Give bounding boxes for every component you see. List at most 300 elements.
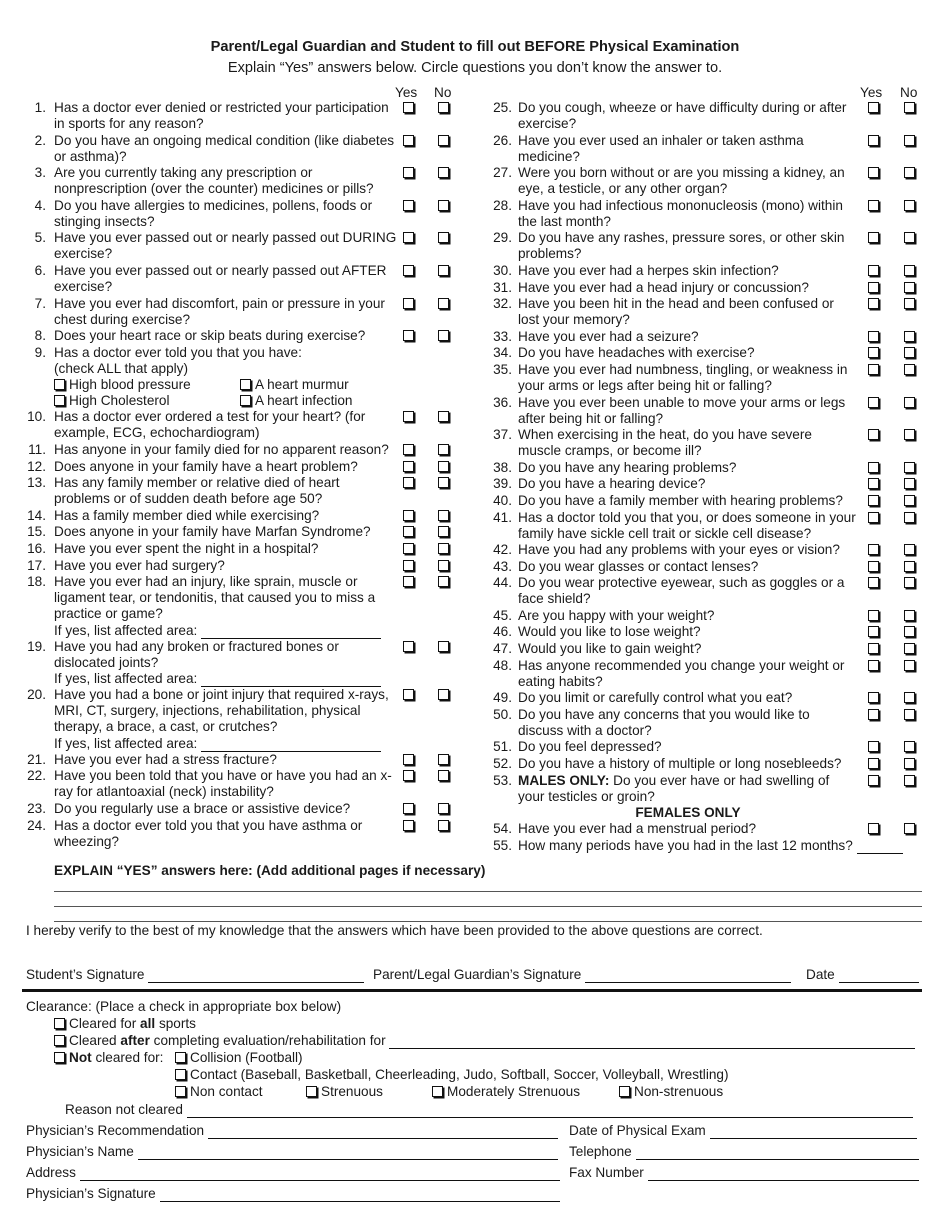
- no-checkbox[interactable]: [904, 282, 915, 293]
- question-text: [54, 475, 399, 507]
- yes-checkbox[interactable]: [868, 265, 879, 276]
- question-item: [486, 542, 926, 558]
- yes-checkbox[interactable]: [868, 135, 879, 146]
- question-number: 41.: [493, 509, 512, 525]
- yes-checkbox[interactable]: [868, 758, 879, 769]
- physician-signature-line[interactable]: [160, 1190, 560, 1202]
- question-label: Have you had any problems with your eyes or vision?: [518, 542, 840, 558]
- collision-text: Collision (Football): [190, 1050, 303, 1065]
- question-text: [54, 508, 399, 524]
- question-label: Have you ever had a herpes skin infection?: [518, 262, 779, 278]
- question-item: [22, 508, 462, 524]
- yes-checkbox[interactable]: [868, 610, 879, 621]
- no-checkbox[interactable]: [904, 626, 915, 637]
- yes-header: Yes: [860, 85, 883, 100]
- no-checkbox[interactable]: [438, 135, 449, 146]
- no-checkbox[interactable]: [438, 689, 449, 700]
- question-number: 10.: [27, 409, 46, 425]
- yes-checkbox[interactable]: [868, 298, 879, 309]
- all-text: all: [140, 1016, 156, 1031]
- question-label: Have you ever passed out or nearly passed out DURING exercise?: [54, 230, 397, 262]
- strenuous-text: Strenuous: [321, 1084, 383, 1099]
- checkbox[interactable]: [175, 1069, 186, 1080]
- yes-no-header: [486, 85, 926, 100]
- yes-checkbox[interactable]: [868, 692, 879, 703]
- no-checkbox[interactable]: [438, 560, 449, 571]
- date-exam-line[interactable]: [710, 1127, 917, 1139]
- question-number: 13.: [27, 475, 46, 491]
- question-item: [486, 100, 926, 132]
- yes-checkbox[interactable]: [868, 331, 879, 342]
- question-label: Has any family member or relative died of heart problems or of sudden death before age 50?: [54, 475, 340, 507]
- question-text: [54, 558, 399, 574]
- question-item: [22, 818, 462, 850]
- question-number: 23.: [27, 801, 46, 817]
- checkbox[interactable]: [619, 1086, 630, 1097]
- yes-checkbox[interactable]: [403, 803, 414, 814]
- no-checkbox[interactable]: [438, 477, 449, 488]
- question-label: Has anyone in your family died for no apparent reason?: [54, 441, 389, 457]
- explain-line-2[interactable]: [54, 906, 922, 907]
- question-number: 5.: [34, 230, 46, 246]
- question-item: [22, 574, 462, 622]
- question-item: [486, 230, 926, 262]
- no-checkbox[interactable]: [438, 770, 449, 781]
- yes-checkbox[interactable]: [868, 775, 879, 786]
- checkbox[interactable]: [175, 1086, 186, 1097]
- question-item: [22, 328, 462, 344]
- no-checkbox[interactable]: [904, 775, 915, 786]
- question-text: [54, 801, 399, 817]
- student-signature-line[interactable]: [148, 971, 364, 983]
- affected-area-line[interactable]: [201, 675, 381, 687]
- checkbox[interactable]: [175, 1052, 186, 1063]
- questions-right-column: [486, 85, 926, 854]
- no-checkbox[interactable]: [904, 577, 915, 588]
- no-checkbox[interactable]: [904, 331, 915, 342]
- no-checkbox[interactable]: [904, 643, 915, 654]
- question-item: [486, 476, 926, 492]
- yes-checkbox[interactable]: [868, 478, 879, 489]
- no-checkbox[interactable]: [904, 462, 915, 473]
- females-only-heading: FEMALES ONLY: [635, 805, 741, 821]
- moderately-strenuous-option: [432, 1084, 580, 1100]
- question-number: 20.: [27, 687, 46, 703]
- question-text: [518, 608, 858, 624]
- question-number: 26.: [493, 132, 512, 148]
- no-checkbox[interactable]: [438, 526, 449, 537]
- question-number: 49.: [493, 690, 512, 706]
- checkbox[interactable]: [54, 1052, 65, 1063]
- no-checkbox[interactable]: [438, 461, 449, 472]
- affected-area-field: [54, 671, 462, 687]
- no-checkbox[interactable]: [904, 478, 915, 489]
- explain-line-3[interactable]: [54, 921, 922, 922]
- question-label: Do you have any rashes, pressure sores, or other skin problems?: [518, 230, 845, 262]
- no-checkbox[interactable]: [438, 265, 449, 276]
- yes-checkbox[interactable]: [868, 200, 879, 211]
- yes-checkbox[interactable]: [403, 770, 414, 781]
- yes-checkbox[interactable]: [868, 823, 879, 834]
- yes-checkbox[interactable]: [868, 495, 879, 506]
- physician-name-line[interactable]: [138, 1148, 558, 1160]
- period-count-line[interactable]: [857, 842, 903, 854]
- yes-checkbox[interactable]: [868, 167, 879, 178]
- no-checkbox[interactable]: [438, 330, 449, 341]
- question-item: [486, 707, 926, 739]
- condition-option: [240, 393, 390, 409]
- question-number: 3.: [34, 165, 46, 181]
- question-number: 55.: [493, 837, 512, 853]
- telephone-label: Telephone: [569, 1144, 632, 1159]
- no-checkbox[interactable]: [904, 298, 915, 309]
- question-text: [518, 263, 858, 279]
- no-checkbox[interactable]: [904, 741, 915, 752]
- question-number: 45.: [493, 607, 512, 623]
- question-item: [22, 475, 462, 507]
- no-checkbox[interactable]: [438, 444, 449, 455]
- reason-not-cleared-field: [65, 1102, 922, 1118]
- affected-area-label: If yes, list affected area:: [54, 622, 198, 638]
- yes-checkbox[interactable]: [868, 102, 879, 113]
- no-checkbox[interactable]: [904, 610, 915, 621]
- question-item: [486, 559, 926, 575]
- yes-checkbox[interactable]: [403, 232, 414, 243]
- no-checkbox[interactable]: [438, 803, 449, 814]
- question-label: Do you cough, wheeze or have difficulty during or after exercise?: [518, 100, 847, 131]
- question-bold-prefix: MALES ONLY:: [518, 772, 610, 788]
- question-label: Do you limit or carefully control what you eat?: [518, 690, 793, 706]
- question-item: [486, 133, 926, 165]
- question-text: [54, 524, 399, 540]
- yes-checkbox[interactable]: [868, 577, 879, 588]
- yes-checkbox[interactable]: [403, 754, 414, 765]
- question-text: [54, 574, 399, 622]
- question-item: [486, 641, 926, 657]
- yes-checkbox[interactable]: [868, 544, 879, 555]
- question-item: [486, 280, 926, 296]
- no-checkbox[interactable]: [438, 510, 449, 521]
- no-checkbox[interactable]: [904, 660, 915, 671]
- question-text: [518, 575, 858, 607]
- yes-checkbox[interactable]: [403, 135, 414, 146]
- no-checkbox[interactable]: [438, 576, 449, 587]
- yes-checkbox[interactable]: [403, 167, 414, 178]
- yes-checkbox[interactable]: [868, 232, 879, 243]
- question-text: [518, 690, 858, 706]
- question-item: [22, 345, 462, 361]
- address-label: Address: [26, 1165, 76, 1180]
- yes-checkbox[interactable]: [403, 820, 414, 831]
- form-subtitle: Explain “Yes” answers below. Circle questions you don’t know the answer to.: [227, 60, 723, 76]
- affected-area-label: If yes, list affected area:: [54, 735, 198, 751]
- parent-signature-line[interactable]: [585, 971, 791, 983]
- yes-header: Yes: [395, 85, 418, 100]
- yes-checkbox[interactable]: [868, 709, 879, 720]
- affected-area-line[interactable]: [201, 627, 381, 639]
- question-label: Have you had a bone or joint injury that required x-rays, MRI, CT, surgery, injections, rehabilitation, physical therapy, a brace, a cast, or crutches?: [54, 687, 389, 735]
- question-item: [486, 624, 926, 640]
- question-item: [22, 768, 462, 800]
- question-text: [518, 739, 858, 755]
- question-label: Do you have a family member with hearing problems?: [518, 492, 843, 508]
- no-checkbox[interactable]: [904, 692, 915, 703]
- question-text: [518, 362, 858, 394]
- question-text: [54, 263, 399, 295]
- no-checkbox[interactable]: [438, 411, 449, 422]
- question-number: 24.: [27, 817, 46, 833]
- checkbox[interactable]: [54, 379, 65, 390]
- question-label: Have you ever had discomfort, pain or pressure in your chest during exercise?: [54, 295, 385, 327]
- no-checkbox[interactable]: [904, 167, 915, 178]
- question-text: [518, 510, 858, 542]
- yes-checkbox[interactable]: [868, 660, 879, 671]
- question-text: [518, 821, 858, 837]
- checkbox[interactable]: [306, 1086, 317, 1097]
- no-checkbox[interactable]: [904, 347, 915, 358]
- verification-statement: I hereby verify to the best of my knowledge that the answers which have been provided to the above questions are correct.: [26, 923, 763, 938]
- no-checkbox[interactable]: [438, 754, 449, 765]
- question-number: 15.: [27, 524, 46, 540]
- question-item: [22, 263, 462, 295]
- question-item: [486, 263, 926, 279]
- no-checkbox[interactable]: [438, 102, 449, 113]
- question-label: Has a doctor ever told you that you have:: [54, 344, 302, 360]
- contact-option: [175, 1067, 729, 1083]
- question-label: Do you have allergies to medicines, pollens, foods or stinging insects?: [54, 197, 373, 229]
- question-label: Have you ever had a seizure?: [518, 328, 699, 344]
- yes-checkbox[interactable]: [868, 364, 879, 375]
- question-text: [518, 230, 858, 262]
- question-text: [518, 345, 858, 361]
- question-item: [22, 524, 462, 540]
- explain-line-1[interactable]: [54, 891, 922, 892]
- no-checkbox[interactable]: [438, 232, 449, 243]
- question-text: [518, 756, 858, 772]
- yes-checkbox[interactable]: [403, 526, 414, 537]
- question-item: [486, 773, 926, 805]
- question-number: 30.: [493, 262, 512, 278]
- question-text: [54, 328, 399, 344]
- yes-checkbox[interactable]: [868, 462, 879, 473]
- question-label: Have you ever had a head injury or concussion?: [518, 279, 809, 295]
- question-number: 33.: [493, 328, 512, 344]
- address-line[interactable]: [80, 1169, 560, 1181]
- date-line[interactable]: [839, 971, 919, 983]
- question-label: Does your heart race or skip beats during exercise?: [54, 328, 366, 344]
- question-text: [518, 165, 858, 197]
- yes-checkbox[interactable]: [868, 397, 879, 408]
- no-checkbox[interactable]: [904, 364, 915, 375]
- yes-checkbox[interactable]: [403, 330, 414, 341]
- no-checkbox[interactable]: [438, 167, 449, 178]
- after-line[interactable]: [389, 1037, 915, 1049]
- checkbox[interactable]: [54, 395, 65, 406]
- no-checkbox[interactable]: [904, 495, 915, 506]
- question-number: 40.: [493, 492, 512, 508]
- yes-checkbox[interactable]: [403, 102, 414, 113]
- no-checkbox[interactable]: [438, 641, 449, 652]
- question-label: Do you have any concerns that you would like to discuss with a doctor?: [518, 706, 810, 738]
- after-text: after: [120, 1033, 150, 1048]
- checkbox[interactable]: [54, 1035, 65, 1046]
- yes-checkbox[interactable]: [403, 411, 414, 422]
- question-text: [518, 658, 858, 690]
- question-text: [518, 624, 858, 640]
- question-number: 52.: [493, 756, 512, 772]
- affected-area-line[interactable]: [201, 740, 381, 752]
- question-item: [486, 165, 926, 197]
- telephone-line[interactable]: [636, 1148, 919, 1160]
- question-label: Has anyone recommended you change your weight or eating habits?: [518, 657, 845, 689]
- no-checkbox[interactable]: [904, 512, 915, 523]
- recommendation-line[interactable]: [208, 1127, 558, 1139]
- question-label: Have you ever spent the night in a hospital?: [54, 540, 319, 556]
- no-checkbox[interactable]: [438, 200, 449, 211]
- question-item: [22, 752, 462, 768]
- yes-checkbox[interactable]: [868, 347, 879, 358]
- question-number: 17.: [27, 557, 46, 573]
- yes-checkbox[interactable]: [403, 461, 414, 472]
- no-checkbox[interactable]: [904, 561, 915, 572]
- yes-checkbox[interactable]: [868, 643, 879, 654]
- question-text: [54, 541, 399, 557]
- question-item: [22, 558, 462, 574]
- question-item: [22, 639, 462, 671]
- yes-no-header: [22, 85, 462, 100]
- yes-checkbox[interactable]: [403, 444, 414, 455]
- yes-checkbox[interactable]: [868, 512, 879, 523]
- no-checkbox[interactable]: [904, 758, 915, 769]
- yes-checkbox[interactable]: [868, 741, 879, 752]
- sports-text: sports: [158, 1016, 196, 1031]
- question-text: [54, 133, 399, 165]
- question-number: 8.: [34, 328, 46, 344]
- question-label: Has a doctor ever told you that you have asthma or wheezing?: [54, 817, 363, 849]
- question-item: [486, 198, 926, 230]
- yes-checkbox[interactable]: [403, 560, 414, 571]
- yes-checkbox[interactable]: [403, 510, 414, 521]
- yes-checkbox[interactable]: [868, 282, 879, 293]
- question-label: Do you ever have or had swelling of your testicles or groin?: [518, 772, 830, 804]
- after-rest-text: completing evaluation/rehabilitation for: [153, 1033, 386, 1048]
- not-cleared-option: [54, 1050, 163, 1066]
- collision-option: [175, 1050, 303, 1066]
- fax-line[interactable]: [648, 1169, 919, 1181]
- question-label: Have you ever used an inhaler or taken asthma medicine?: [518, 132, 804, 164]
- yes-checkbox[interactable]: [403, 641, 414, 652]
- yes-checkbox[interactable]: [403, 298, 414, 309]
- question-text: [54, 345, 399, 361]
- no-checkbox[interactable]: [904, 823, 915, 834]
- no-checkbox[interactable]: [438, 820, 449, 831]
- no-checkbox[interactable]: [438, 298, 449, 309]
- no-checkbox[interactable]: [904, 397, 915, 408]
- parent-signature-label: Parent/Legal Guardian’s Signature: [373, 967, 582, 982]
- yes-checkbox[interactable]: [403, 543, 414, 554]
- yes-checkbox[interactable]: [403, 576, 414, 587]
- yes-checkbox[interactable]: [868, 626, 879, 637]
- yes-checkbox[interactable]: [868, 429, 879, 440]
- question-number: 4.: [34, 197, 46, 213]
- no-checkbox[interactable]: [904, 232, 915, 243]
- no-checkbox[interactable]: [904, 429, 915, 440]
- question-number: 16.: [27, 540, 46, 556]
- question-item: [486, 460, 926, 476]
- question-label: How many periods have you had in the last 12 months?: [518, 837, 853, 853]
- question-number: 34.: [493, 345, 512, 361]
- checkbox[interactable]: [432, 1086, 443, 1097]
- no-checkbox[interactable]: [904, 265, 915, 276]
- fax-label: Fax Number: [569, 1165, 644, 1180]
- question-number: 1.: [34, 100, 46, 115]
- affected-area-field: [54, 623, 462, 639]
- condition-option: [54, 393, 240, 409]
- question-number: 42.: [493, 542, 512, 558]
- question-label: Has a doctor told you that you, or does someone in your family have sickle cell trait or sickle cell disease?: [518, 509, 856, 541]
- question-label: Do you wear glasses or contact lenses?: [518, 558, 759, 574]
- question-number: 44.: [493, 575, 512, 591]
- condition-label: A heart murmur: [255, 377, 349, 393]
- question-number: 51.: [493, 739, 512, 755]
- checkbox[interactable]: [240, 379, 251, 390]
- question-item: [486, 756, 926, 772]
- question-text: [54, 198, 399, 230]
- question-text: [518, 460, 858, 476]
- question-label: Do you have an ongoing medical condition (like diabetes or asthma)?: [54, 132, 395, 164]
- no-checkbox[interactable]: [904, 544, 915, 555]
- question-text: [518, 707, 858, 739]
- non-strenuous-text: Non-strenuous: [634, 1084, 724, 1099]
- question-label: Have you ever had a stress fracture?: [54, 751, 277, 767]
- no-checkbox[interactable]: [438, 543, 449, 554]
- yes-checkbox[interactable]: [403, 200, 414, 211]
- reason-line[interactable]: [187, 1106, 913, 1118]
- checkbox[interactable]: [240, 395, 251, 406]
- question-number: 36.: [493, 394, 512, 410]
- question-label: Do you wear protective eyewear, such as goggles or a face shield?: [518, 575, 845, 607]
- cleared-all-option: [54, 1016, 196, 1032]
- clearance-label: Clearance: (Place a check in appropriate box below): [26, 999, 342, 1014]
- question-text: [54, 165, 399, 197]
- question-label: Would you like to lose weight?: [518, 624, 701, 640]
- question-item: [22, 133, 462, 165]
- condition-label: High Cholesterol: [69, 393, 170, 409]
- checkbox[interactable]: [54, 1018, 65, 1029]
- question-number: 50.: [493, 706, 512, 722]
- question-number: 21.: [27, 751, 46, 767]
- question-number: 37.: [493, 427, 512, 443]
- form-title: Parent/Legal Guardian and Student to fill out BEFORE Physical Examination: [210, 39, 740, 55]
- no-checkbox[interactable]: [904, 709, 915, 720]
- no-checkbox[interactable]: [904, 135, 915, 146]
- question-item: [22, 459, 462, 475]
- question-text: [518, 296, 858, 328]
- yes-checkbox[interactable]: [403, 265, 414, 276]
- no-checkbox[interactable]: [904, 102, 915, 113]
- fax-field: [569, 1165, 919, 1181]
- question-label: Does anyone in your family have a heart problem?: [54, 458, 358, 474]
- question-text: [518, 133, 858, 165]
- question-label: Has a family member died while exercising?: [54, 507, 320, 523]
- no-checkbox[interactable]: [904, 200, 915, 211]
- question-item: [486, 345, 926, 361]
- explain-label: EXPLAIN “YES” answers here: (Add additional pages if necessary): [54, 863, 486, 878]
- question-label: Have you been hit in the head and been confused or lost your memory?: [518, 296, 834, 328]
- yes-checkbox[interactable]: [403, 477, 414, 488]
- yes-checkbox[interactable]: [403, 689, 414, 700]
- yes-checkbox[interactable]: [868, 561, 879, 572]
